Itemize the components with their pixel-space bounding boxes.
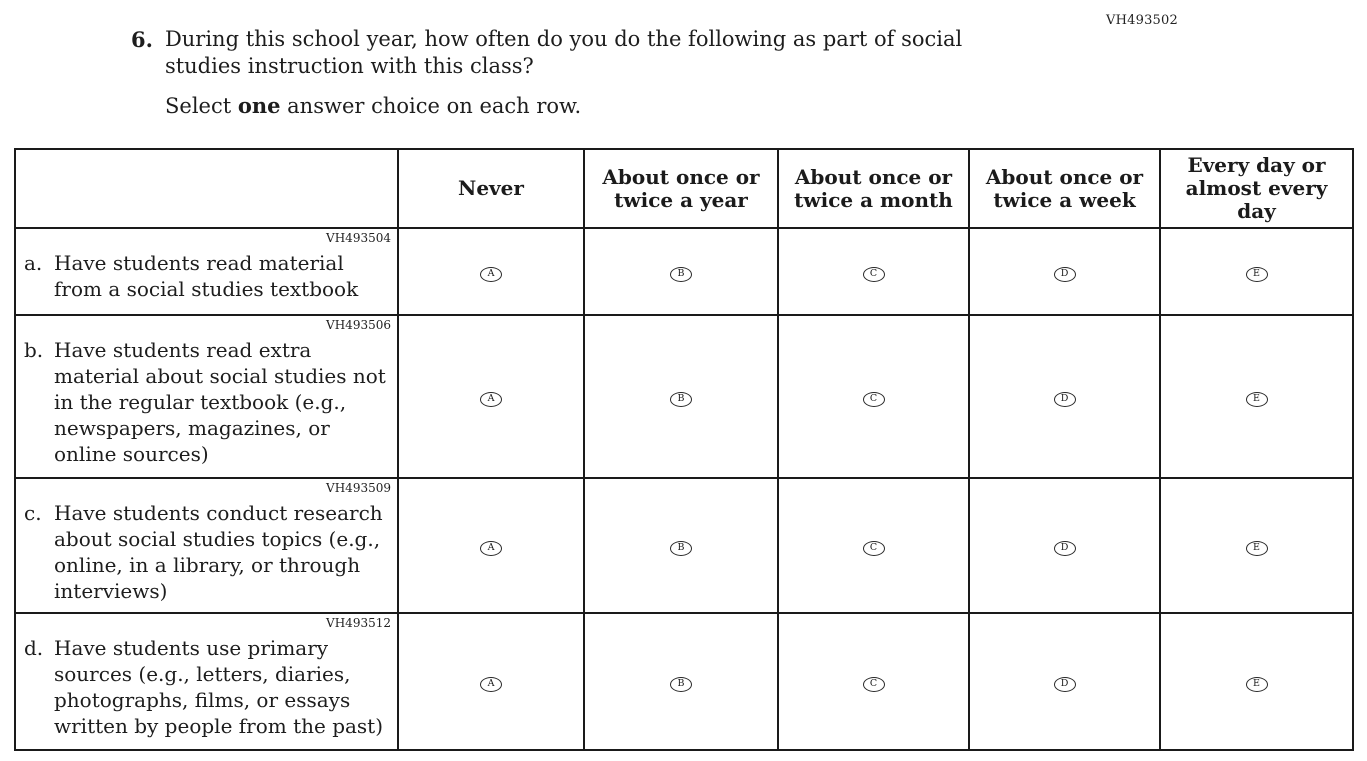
answer-cell — [778, 613, 969, 750]
answer-bubble-a-week[interactable]: D — [1054, 267, 1076, 282]
table-row-a — [15, 228, 1353, 315]
answer-cell — [778, 228, 969, 315]
column-header-every-day: Every day or almost every day — [1160, 149, 1353, 228]
answer-cell — [398, 315, 584, 478]
answer-bubble-c-year[interactable]: B — [670, 541, 692, 556]
answer-cell — [969, 228, 1160, 315]
answer-cell — [969, 315, 1160, 478]
answer-bubble-a-year[interactable]: B — [670, 267, 692, 282]
column-header-month: About once or twice a month — [778, 149, 969, 228]
answer-cell — [584, 613, 778, 750]
answer-cell — [778, 315, 969, 478]
answer-bubble-d-month[interactable]: C — [863, 677, 885, 692]
answer-bubble-a-never[interactable]: A — [480, 267, 502, 282]
item-stem-cell — [15, 478, 398, 613]
item-code: VH493509 — [326, 481, 391, 495]
response-grid — [14, 148, 1354, 751]
answer-cell — [398, 228, 584, 315]
table-row-b — [15, 315, 1353, 478]
item-letter: a. — [24, 251, 43, 275]
answer-cell — [969, 613, 1160, 750]
stem-header-cell — [15, 149, 398, 228]
answer-bubble-c-month[interactable]: C — [863, 541, 885, 556]
answer-bubble-b-never[interactable]: A — [480, 392, 502, 407]
answer-cell — [969, 478, 1160, 613]
table-row-c — [15, 478, 1353, 613]
item-text: Have students use primary sources (e.g., letters, diaries, photographs, films, or essays written by people from the past) — [54, 636, 384, 738]
question-instruction — [165, 92, 581, 120]
column-header-year: About once or twice a year — [584, 149, 778, 228]
answer-bubble-c-week[interactable]: D — [1054, 541, 1076, 556]
item-text: Have students conduct research about social studies topics (e.g., online, in a library, or through interviews) — [54, 501, 383, 603]
item-stem-cell — [15, 315, 398, 478]
answer-bubble-c-never[interactable]: A — [480, 541, 502, 556]
item-letter: d. — [24, 636, 44, 660]
answer-cell — [584, 478, 778, 613]
question-number: 6. — [131, 27, 153, 52]
answer-cell — [584, 315, 778, 478]
answer-bubble-b-week[interactable]: D — [1054, 392, 1076, 407]
answer-bubble-d-week[interactable]: D — [1054, 677, 1076, 692]
answer-cell — [1160, 613, 1353, 750]
instruction-bold-word: one — [237, 93, 281, 118]
item-stem-cell — [15, 228, 398, 315]
answer-bubble-d-year[interactable]: B — [670, 677, 692, 692]
question-text: During this school year, how often do you do the following as part of social studies instruction with this class? — [164, 27, 963, 78]
answer-cell — [1160, 228, 1353, 315]
column-header-week: About once or twice a week — [969, 149, 1160, 228]
table-row-d — [15, 613, 1353, 750]
answer-bubble-c-daily[interactable]: E — [1246, 541, 1268, 556]
instruction-suffix: answer choice on each row. — [280, 94, 582, 118]
item-letter: b. — [24, 338, 44, 362]
answer-cell — [1160, 315, 1353, 478]
answer-bubble-b-daily[interactable]: E — [1246, 392, 1268, 407]
question-block — [131, 26, 1051, 80]
item-letter: c. — [24, 501, 42, 525]
answer-bubble-d-never[interactable]: A — [480, 677, 502, 692]
form-code: VH493502 — [1106, 13, 1178, 28]
column-header-never: Never — [398, 149, 584, 228]
item-code: VH493504 — [326, 231, 391, 245]
header-row — [15, 149, 1353, 228]
answer-bubble-a-month[interactable]: C — [863, 267, 885, 282]
answer-cell — [398, 478, 584, 613]
answer-cell — [584, 228, 778, 315]
item-code: VH493512 — [326, 616, 391, 630]
instruction-prefix: Select — [165, 94, 238, 118]
answer-bubble-b-year[interactable]: B — [670, 392, 692, 407]
item-text: Have students read material from a social studies textbook — [54, 251, 359, 301]
answer-bubble-d-daily[interactable]: E — [1246, 677, 1268, 692]
answer-cell — [398, 613, 584, 750]
answer-bubble-b-month[interactable]: C — [863, 392, 885, 407]
item-code: VH493506 — [326, 318, 391, 332]
answer-cell — [778, 478, 969, 613]
answer-cell — [1160, 478, 1353, 613]
item-text: Have students read extra material about social studies not in the regular textbook (e.g., newspapers, magazines, or online sources) — [54, 338, 386, 466]
item-stem-cell — [15, 613, 398, 750]
answer-bubble-a-daily[interactable]: E — [1246, 267, 1268, 282]
